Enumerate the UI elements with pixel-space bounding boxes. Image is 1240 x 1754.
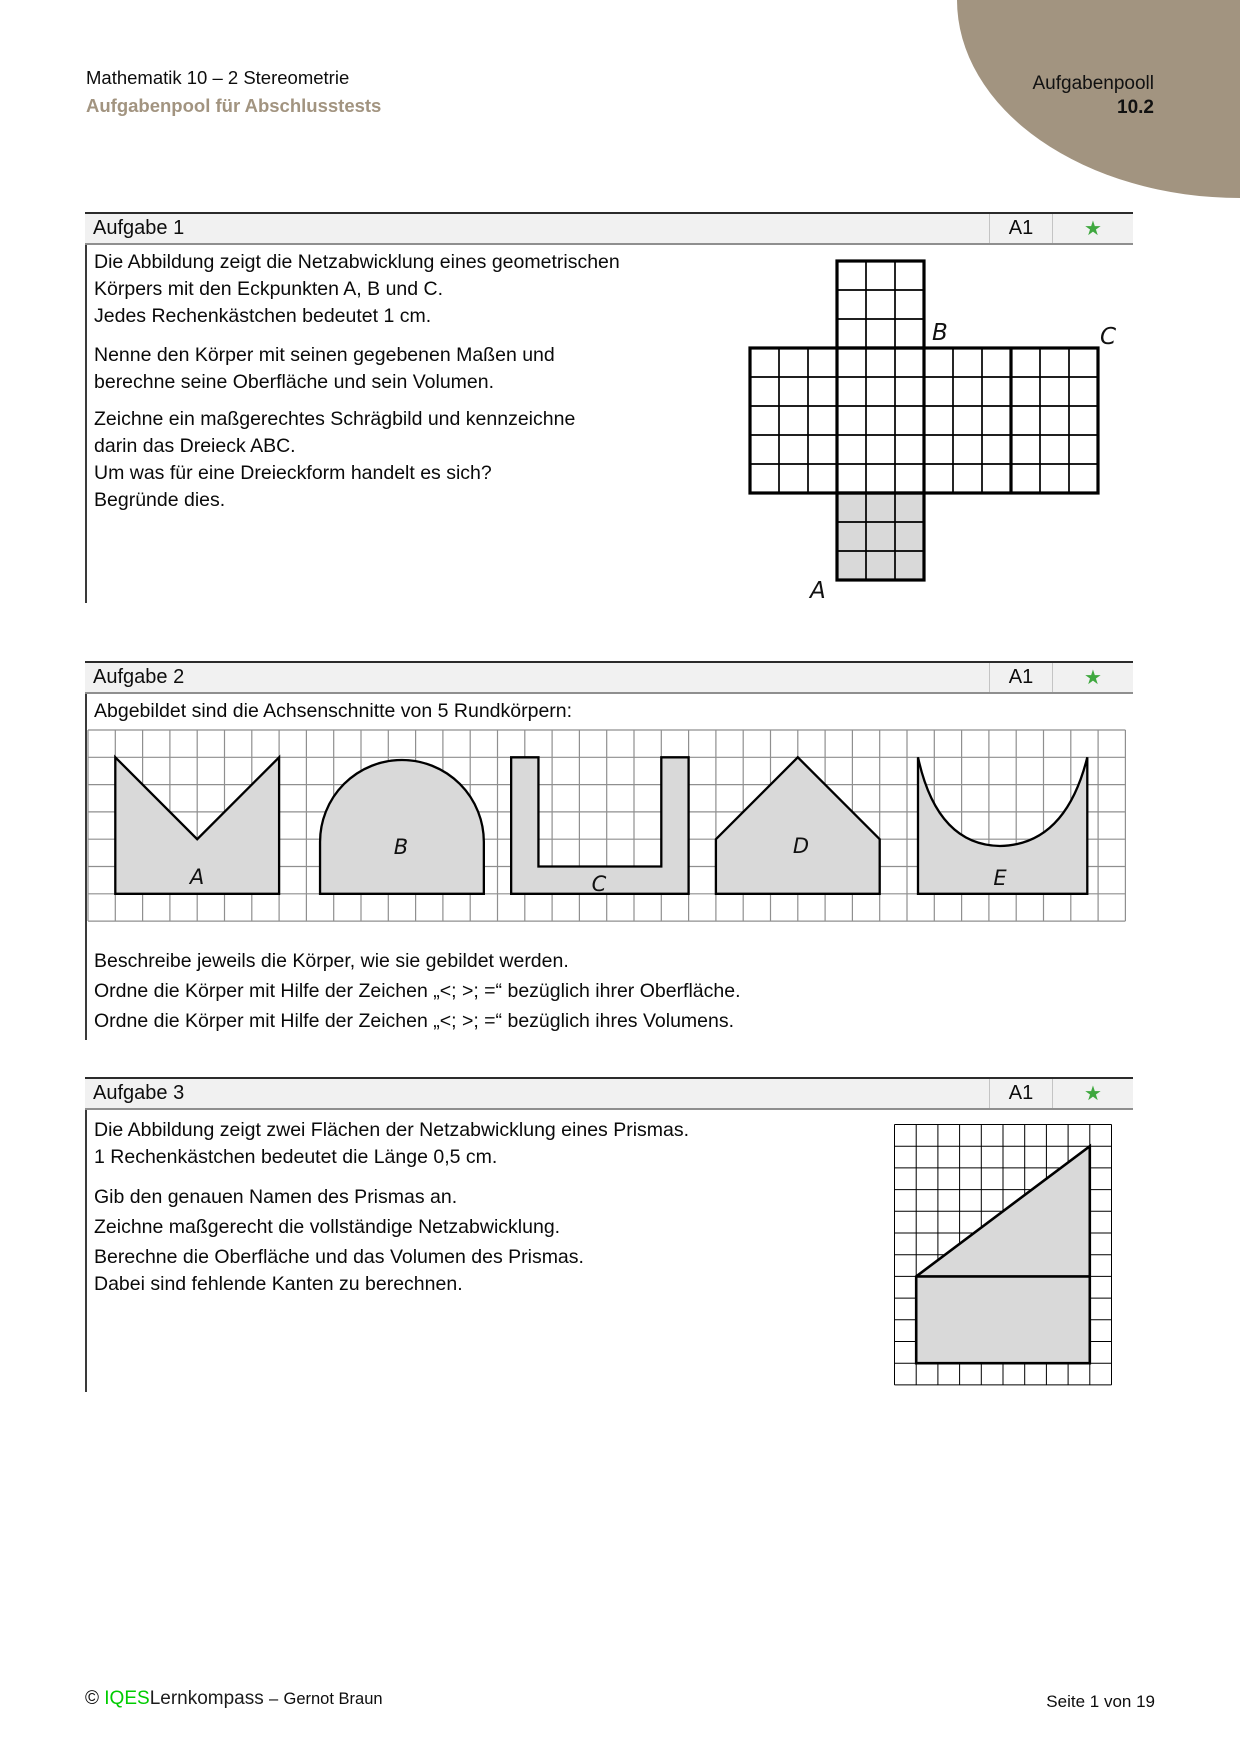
task1-paragraph [94, 406, 694, 514]
task3-header-bar [85, 1077, 1133, 1110]
text-line: Körpers mit den Eckpunkten A, B und C. [94, 278, 444, 300]
net-grid-heavy [750, 261, 1098, 580]
copyright-symbol: © [85, 1688, 99, 1709]
task3-paragraph [94, 1184, 774, 1211]
text-line: darin das Dreieck ABC. [94, 435, 296, 457]
label-d: D [792, 834, 810, 858]
label-c: C [591, 872, 607, 896]
task3-star-cell [1052, 1079, 1133, 1108]
label-b: B [393, 835, 409, 859]
star-icon: ★ [1084, 666, 1102, 689]
text-line: Ordne die Körper mit Hilfe der Zeichen „<; >; =“ bezüglich ihrer Oberfläche. [94, 980, 741, 1002]
author-name: Gernot Braun [283, 1690, 383, 1708]
text-line: Jedes Rechenkästchen bedeutet 1 cm. [94, 305, 432, 327]
task2-level-badge: A1 [989, 663, 1052, 692]
task1-star-cell [1052, 214, 1133, 243]
label-e: E [993, 866, 1007, 890]
task2-questions [94, 946, 854, 1036]
task1-body-rule [85, 245, 87, 603]
task3-paragraph [94, 1117, 774, 1171]
text-line: Gib den genauen Namen des Prismas an. [94, 1186, 458, 1208]
text-line: Zeichne ein maßgerechtes Schrägbild und kennzeichne [94, 408, 576, 430]
separator-dash: – [269, 1690, 279, 1708]
prism-figure [893, 1123, 1115, 1389]
task2-star-cell [1052, 663, 1133, 692]
task3-level-badge: A1 [989, 1079, 1052, 1108]
cuboid-net-figure [742, 256, 1122, 606]
net-bottom-face [837, 493, 924, 580]
task3-text [94, 1117, 774, 1298]
brand-name: Lernkompass [149, 1688, 264, 1709]
task2-header-bar [85, 661, 1133, 694]
text-line: Dabei sind fehlende Kanten zu berechnen. [94, 1273, 463, 1295]
text-line: Berechne die Oberfläche und das Volumen des Prismas. [94, 1246, 584, 1268]
task1-header-bar [85, 212, 1133, 245]
text-line: Um was für eine Dreieckform handelt es sich? [94, 462, 492, 484]
text-line: Beschreibe jeweils die Körper, wie sie gebildet werden. [94, 950, 569, 972]
task2-title: Aufgabe 2 [93, 666, 185, 688]
task1-level-badge: A1 [989, 214, 1052, 243]
text-line: Die Abbildung zeigt die Netzabwicklung eines geometrischen [94, 251, 620, 273]
task3-title: Aufgabe 3 [93, 1082, 185, 1104]
text-line: Zeichne maßgerecht die vollständige Netzabwicklung. [94, 1216, 561, 1238]
text-line: Begründe dies. [94, 489, 226, 511]
net-label-b: B [932, 320, 948, 346]
corner-badge [1033, 72, 1155, 120]
text-line: Ordne die Körper mit Hilfe der Zeichen „<; >; =“ bezüglich ihres Volumens. [94, 1010, 735, 1032]
worksheet-subtitle: Aufgabenpool für Abschlusstests [86, 95, 382, 116]
corner-chapter-number: 10.2 [1117, 97, 1154, 118]
shape-labels [188, 834, 1008, 896]
task3-paragraph [94, 1214, 774, 1241]
document-header [86, 64, 381, 120]
star-icon: ★ [1084, 217, 1102, 240]
label-a: A [189, 865, 205, 889]
page-number: Seite 1 von 19 [1046, 1692, 1155, 1711]
text-line: 1 Rechenkästchen bedeutet die Länge 0,5 cm. [94, 1146, 498, 1168]
net-label-a: A [810, 578, 826, 604]
task1-paragraph [94, 342, 694, 396]
cross-sections-figure [87, 726, 1128, 924]
task1-paragraph [94, 249, 694, 330]
corner-pool-label: Aufgabenpooll [1032, 73, 1154, 94]
text-line: berechne seine Oberfläche und sein Volumen. [94, 371, 495, 393]
task3-body-rule [85, 1110, 87, 1392]
text-line: Nenne den Körper mit seinen gegebenen Maßen und [94, 344, 555, 366]
task1-title: Aufgabe 1 [93, 217, 185, 239]
shape-d [716, 757, 880, 894]
text-line: Die Abbildung zeigt zwei Flächen der Netzabwicklung eines Prismas. [94, 1119, 690, 1141]
text-line: Abgebildet sind die Achsenschnitte von 5 Rundkörpern: [94, 700, 573, 722]
course-title: Mathematik 10 – 2 Stereometrie [86, 67, 350, 88]
net-label-c: C [1100, 324, 1117, 350]
footer-brand [85, 1688, 383, 1710]
iqes-logo-text: IQES [104, 1688, 150, 1709]
shape-b [320, 760, 484, 894]
task3-paragraph [94, 1244, 774, 1298]
task2-intro [94, 698, 794, 725]
star-icon: ★ [1084, 1082, 1102, 1105]
task1-text [94, 249, 694, 514]
